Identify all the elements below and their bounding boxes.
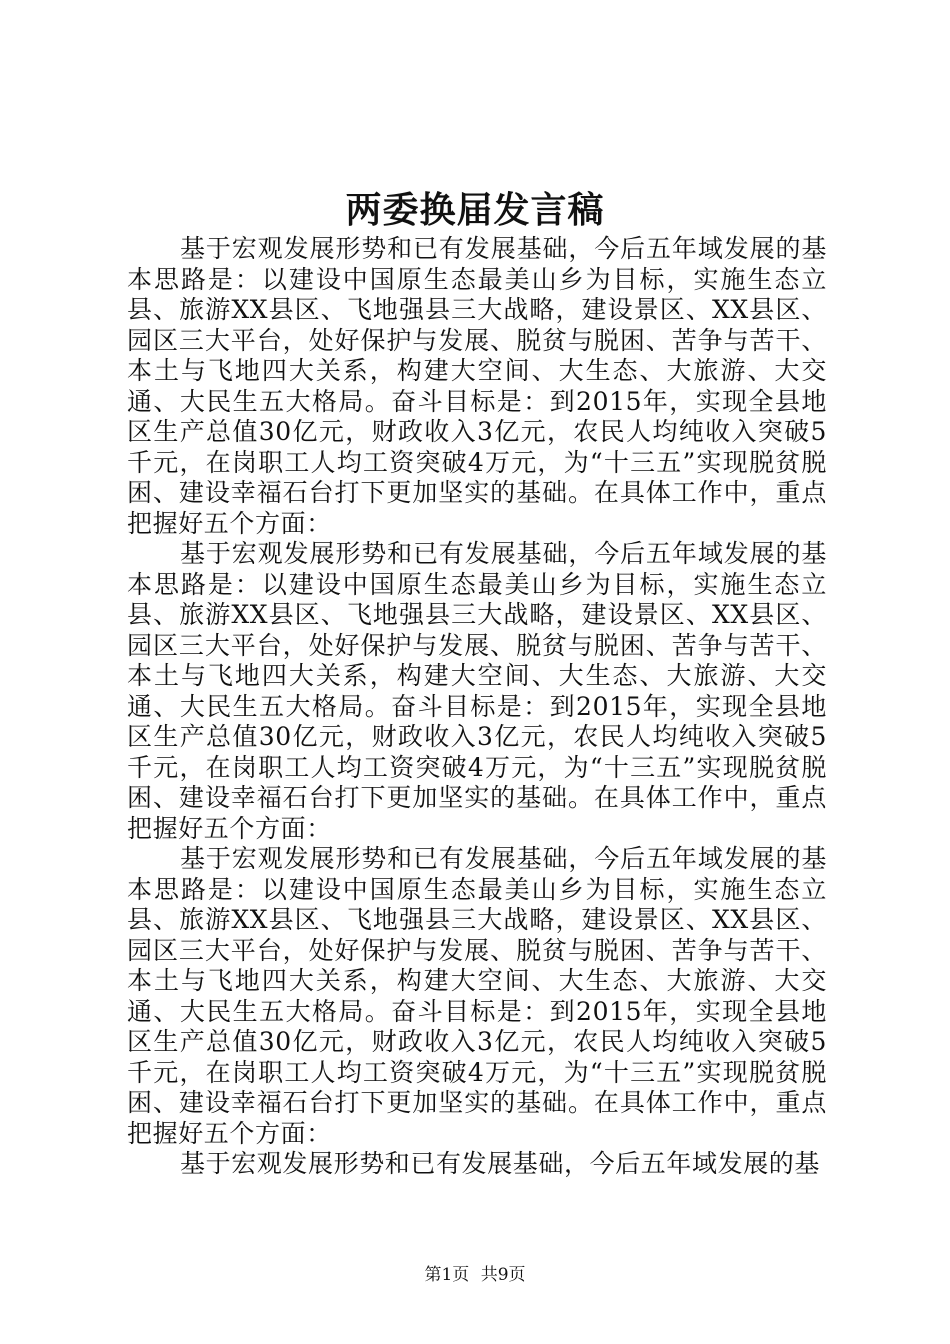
page-number-total: 共9页 [480,1265,526,1285]
document-title: 两委换届发言稿 [345,189,605,231]
body-paragraph: 基于宏观发展形势和已有发展基础，今后五年域发展的基本思路是：以建设中国原生态最美山乡为目标，实施生态立县、旅游XX县区、飞地强县三大战略，建设景区、XX县区、园区三大平台，处好保护与发展、脱贫与脱困、苦争与苦干、本土与飞地四大关系，构建大空间、大生态、大旅游、大交通、大民生五大格局。奋斗目标是：到2015年，实现全县地区生产总值30亿元，财政收入3亿元，农民人均纯收入突破5千元，在岗职工人均工资突破4万元，为“十三五”实现脱贫脱困、建设幸福石台打下更加坚实的基础。在具体工作中，重点把握好五个方面： [127,539,827,843]
page-footer [0,1264,950,1286]
page-number-current: 第1页 [424,1265,470,1285]
body-paragraph: 基于宏观发展形势和已有发展基础，今后五年域发展的基本思路是：以建设中国原生态最美山乡为目标，实施生态立县、旅游XX县区、飞地强县三大战略，建设景区、XX县区、园区三大平台，处好保护与发展、脱贫与脱困、苦争与苦干、本土与飞地四大关系，构建大空间、大生态、大旅游、大交通、大民生五大格局。奋斗目标是：到2015年，实现全县地区生产总值30亿元，财政收入3亿元，农民人均纯收入突破5千元，在岗职工人均工资突破4万元，为“十三五”实现脱贫脱困、建设幸福石台打下更加坚实的基础。在具体工作中，重点把握好五个方面： [127,234,827,538]
body-paragraph-truncated: 基于宏观发展形势和已有发展基础，今后五年域发展的基 [180,1149,821,1178]
document-body [127,234,827,1180]
body-paragraph: 基于宏观发展形势和已有发展基础，今后五年域发展的基本思路是：以建设中国原生态最美山乡为目标，实施生态立县、旅游XX县区、飞地强县三大战略，建设景区、XX县区、园区三大平台，处好保护与发展、脱贫与脱困、苦争与苦干、本土与飞地四大关系，构建大空间、大生态、大旅游、大交通、大民生五大格局。奋斗目标是：到2015年，实现全县地区生产总值30亿元，财政收入3亿元，农民人均纯收入突破5千元，在岗职工人均工资突破4万元，为“十三五”实现脱贫脱困、建设幸福石台打下更加坚实的基础。在具体工作中，重点把握好五个方面： [127,844,827,1148]
